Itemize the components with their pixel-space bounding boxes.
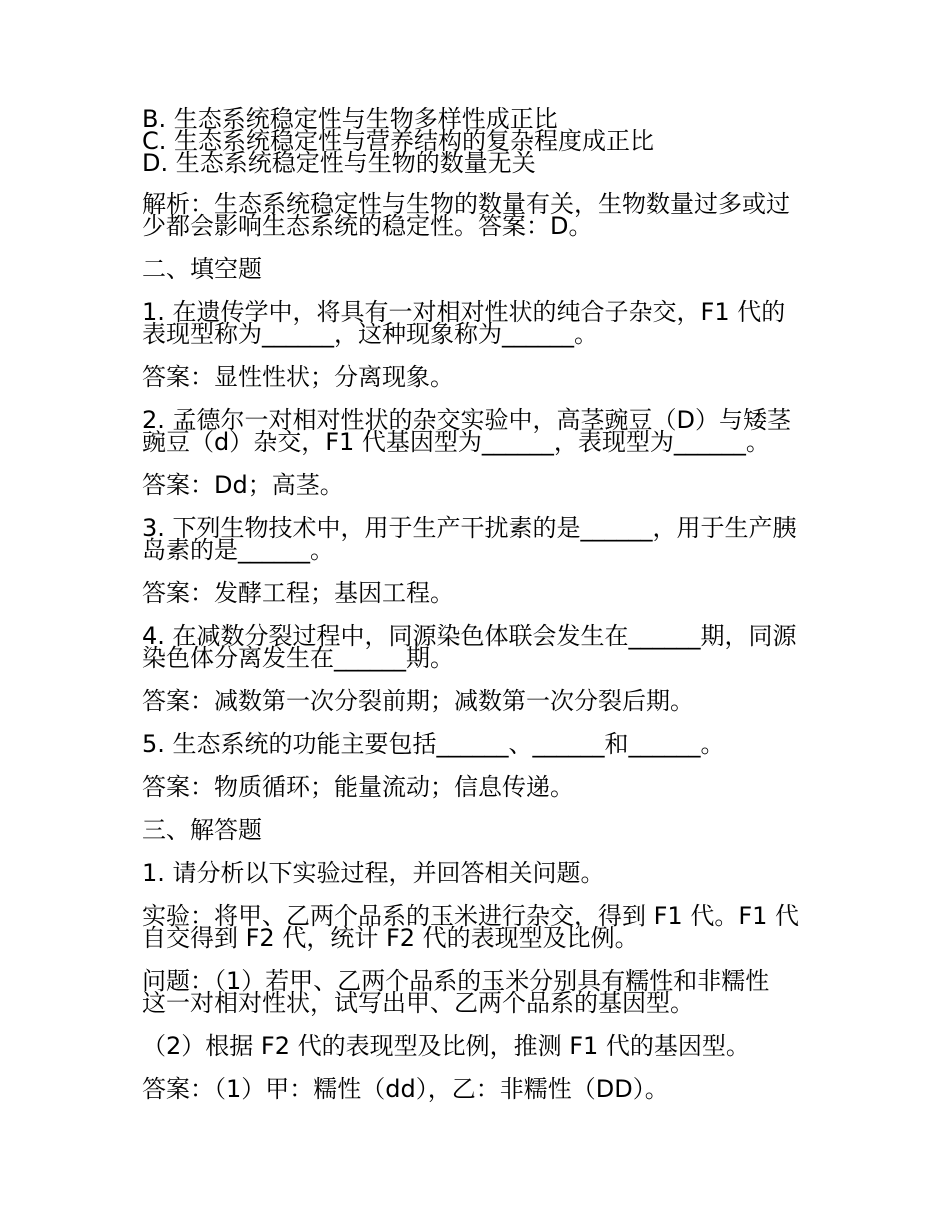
fill-question-4 (142, 622, 817, 672)
fill-answer-5: 答案：物质循环；能量流动；信息传递。 (142, 773, 574, 801)
option-b: B. 生态系统稳定性与生物多样性成正比 (142, 105, 558, 133)
question-line: 染色体分离发生在______期。 (142, 644, 454, 672)
fill-answer-4: 答案：减数第一次分裂前期；减数第一次分裂后期。 (142, 687, 694, 715)
question-line: 5. 生态系统的功能主要包括______、______和______。 (142, 730, 725, 758)
solve-answer-1: 答案：（1）甲：糯性（dd），乙：非糯性（DD）。 (142, 1075, 669, 1103)
solve-experiment (142, 902, 817, 952)
solve-question-1 (142, 967, 817, 1017)
analysis-block (142, 190, 817, 240)
section-title-solve: 三、解答题 (142, 816, 262, 844)
solve-question-2: （2）根据 F2 代的表现型及比例，推测 F1 代的基因型。 (142, 1032, 750, 1060)
question-line: 2. 孟德尔一对相对性状的杂交实验中，高茎豌豆（D）与矮茎 (142, 406, 792, 434)
fill-question-1 (142, 298, 817, 348)
option-d: D. 生态系统稳定性与生物的数量无关 (142, 149, 536, 177)
solve-prompt: 1. 请分析以下实验过程，并回答相关问题。 (142, 859, 605, 887)
fill-question-3 (142, 514, 817, 564)
question-line: 这一对相对性状，试写出甲、乙两个品系的基因型。 (142, 989, 694, 1017)
question-line: 豌豆（d）杂交，F1 代基因型为______，表现型为______。 (142, 428, 770, 456)
fill-answer-2: 答案：Dd；高茎。 (142, 471, 344, 499)
question-line: 表现型称为______，这种现象称为______。 (142, 320, 598, 348)
question-line: 4. 在减数分裂过程中，同源染色体联会发生在______期，同源 (142, 622, 797, 650)
fill-question-5 (142, 730, 817, 758)
fill-answer-3: 答案：发酵工程；基因工程。 (142, 579, 454, 607)
analysis-line: 少都会影响生态系统的稳定性。答案：D。 (142, 212, 593, 240)
experiment-line: 实验：将甲、乙两个品系的玉米进行杂交，得到 F1 代。F1 代 (142, 902, 800, 930)
options-block (142, 105, 817, 177)
question-line: 岛素的是______。 (142, 536, 334, 564)
section-title-fill: 二、填空题 (142, 255, 262, 283)
fill-question-2 (142, 406, 817, 456)
fill-answer-1: 答案：显性性状；分离现象。 (142, 363, 454, 391)
experiment-line: 自交得到 F2 代，统计 F2 代的表现型及比例。 (142, 924, 639, 952)
question-line: 问题：（1）若甲、乙两个品系的玉米分别具有糯性和非糯性 (142, 967, 770, 995)
document-page (142, 105, 817, 1121)
question-line: 3. 下列生物技术中，用于生产干扰素的是______，用于生产胰 (142, 514, 797, 542)
question-line: 1. 在遗传学中，将具有一对相对性状的纯合子杂交，F1 代的 (142, 298, 786, 326)
analysis-line: 解析：生态系统稳定性与生物的数量有关，生物数量过多或过 (142, 190, 790, 218)
option-c: C. 生态系统稳定性与营养结构的复杂程度成正比 (142, 127, 655, 155)
